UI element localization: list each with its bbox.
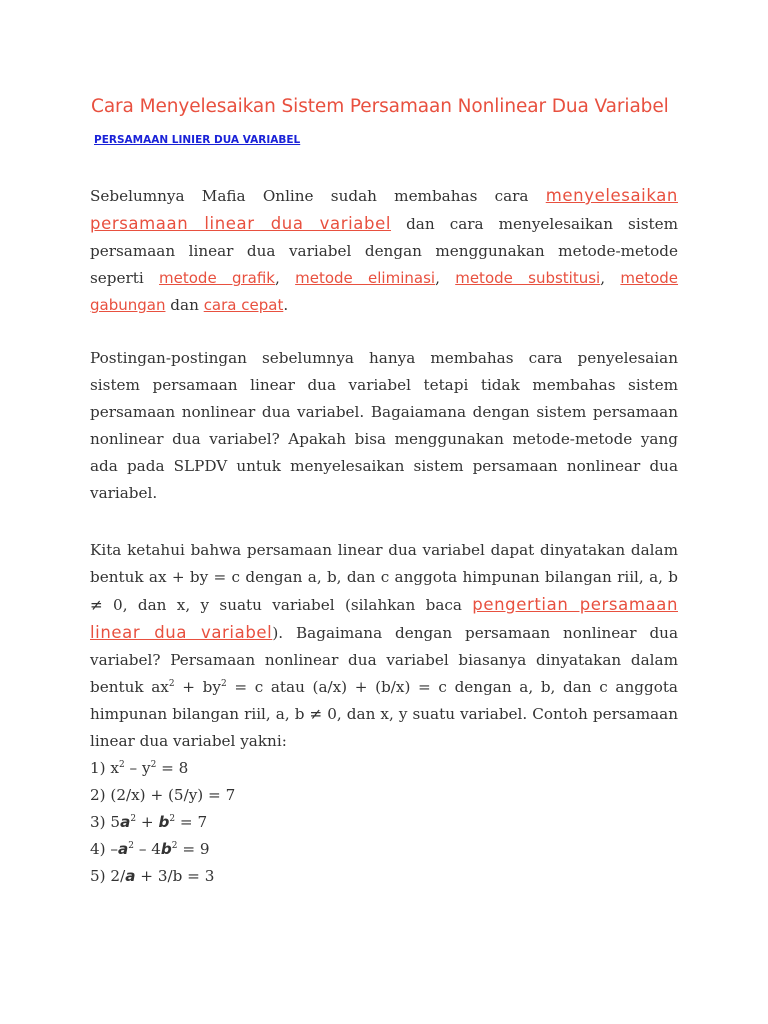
link-menyelesaikan[interactable]: menyelesaikan persamaan linear dua variabel (90, 186, 678, 233)
text-span: , (435, 269, 456, 287)
variable-a: a (120, 813, 131, 831)
link-metode-eliminasi[interactable]: metode eliminasi (295, 269, 436, 287)
example-5 (90, 863, 678, 890)
paragraph-intro (90, 182, 678, 319)
text-span: , (600, 269, 621, 287)
text-span: 3) 5 (90, 813, 121, 831)
example-2: 2) (2/x) + (5/y) = 7 (90, 786, 236, 804)
superscript: 2 (118, 760, 125, 770)
link-metode-grafik[interactable]: metode grafik (159, 269, 275, 287)
text-span: dan cara menyelesaikan sistem persamaan linear dua variabel dengan menggunakan metode-metode seperti (90, 215, 678, 287)
link-metode-gabungan[interactable]: metode gabungan (90, 269, 679, 314)
text-span: Sebelumnya Mafia Online sudah membahas cara (90, 187, 546, 205)
link-pengertian[interactable]: pengertian persamaan linear dua variabel (90, 595, 678, 642)
paragraph-definition (90, 537, 678, 890)
text-span: Kita ketahui bahwa persamaan linear dua variabel dapat dinyatakan dalam bentuk ax + by = c dengan a, b, dan c anggota himpunan bilangan riil, a, b ≠ 0, dan x, y suatu variabel (silahkan baca (90, 541, 678, 614)
text-span: ). Bagaimana dengan persamaan nonlinear dua variabel? Persamaan nonlinear dua variabel biasanya dinyatakan dalam bentuk ax (90, 624, 679, 696)
text-span: 5) 2/ (90, 867, 126, 885)
superscript: 2 (169, 814, 176, 824)
variable-a: a (118, 840, 129, 858)
text-span: = 8 (156, 759, 189, 777)
text-span: = 9 (177, 840, 210, 858)
text-span: . (283, 296, 289, 314)
variable-b: b (160, 840, 172, 858)
text-span: – y (124, 759, 151, 777)
superscript: 2 (220, 679, 227, 689)
link-cara-cepat[interactable]: cara cepat (203, 296, 284, 314)
superscript: 2 (150, 760, 157, 770)
text-span: , (274, 269, 296, 287)
text-span: = c atau (a/x) + (b/x) = c dengan a, b, dan c anggota himpunan bilangan riil, a, b ≠ 0, dan x, y suatu variabel. Contoh persamaan linear dua variabel yakni: (90, 678, 678, 750)
superscript: 2 (168, 679, 175, 689)
text-span: + by (174, 678, 221, 696)
text-span: 1) x (90, 759, 119, 777)
example-1 (90, 755, 678, 782)
paragraph-previous-posts: Postingan-postingan sebelumnya hanya membahas cara penyelesaian sistem persamaan linear dua variabel tetapi tidak membahas sistem persamaan nonlinear dua variabel. Bagaiamana dengan sistem persamaan nonlinear dua variabel? Apakah bisa menggunakan metode-metode yang ada pada SLPDV untuk menyelesaikan sistem persamaan nonlinear dua variabel. (90, 349, 678, 502)
superscript: 2 (128, 841, 134, 851)
text-span: + 3/b = 3 (135, 867, 215, 885)
text-span: + (136, 813, 159, 831)
text-span: = 7 (175, 813, 208, 831)
text-span: – 4 (134, 840, 161, 858)
example-4 (90, 836, 678, 863)
superscript: 2 (171, 841, 178, 851)
text-span: dan (165, 296, 204, 314)
link-metode-substitusi[interactable]: metode substitusi (455, 269, 601, 287)
superscript: 2 (130, 814, 137, 824)
variable-a: a (125, 867, 136, 885)
example-3 (90, 809, 678, 836)
variable-b: b (158, 813, 170, 831)
page-title: Cara Menyelesaikan Sistem Persamaan Nonlinear Dua Variabel (91, 96, 669, 117)
text-span: 4) – (90, 840, 119, 858)
linear-equation-link[interactable]: PERSAMAAN LINIER DUA VARIABEL (94, 134, 301, 146)
